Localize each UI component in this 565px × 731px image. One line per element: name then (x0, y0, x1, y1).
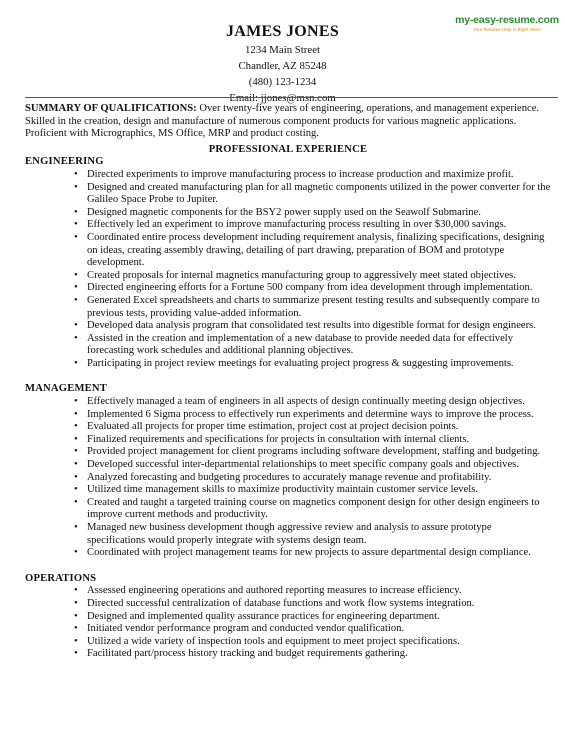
list-item: • Directed successful centralization of database functions and work flow systems integration. (87, 598, 551, 611)
management-list (25, 396, 551, 560)
list-item: • Participating in project review meetings for evaluating project progress & suggesting improvements. (87, 358, 551, 371)
operations-heading: OPERATIONS (25, 572, 97, 584)
candidate-name: JAMES JONES (225, 23, 340, 40)
list-item: • Finalized requirements and specifications for projects in consultation with internal clients. (87, 434, 551, 447)
list-item: • Created and taught a targeted training course on magnetics component design for other design engineers to improve current methods and productivity. (87, 497, 551, 522)
list-item: • Designed and created manufacturing plan for all magnetic components utilized in the power converter for the Galileo Space Probe to Jupiter. (87, 182, 551, 207)
list-item: • Facilitated part/process history tracking and budget requirements gathering. (87, 648, 551, 661)
list-item: • Utilized time management skills to maximize productivity maintain customer service levels. (87, 484, 551, 497)
section-gap (25, 370, 551, 383)
list-item: • Developed successful inter-departmental relationships to meet specific company goals and objectives. (87, 459, 551, 472)
list-item: • Provided project management for client programs including software development, staffing and budgeting. (87, 446, 551, 459)
list-item: • Developed data analysis program that consolidated test results into digestible format for design engineers. (87, 320, 551, 333)
list-item: • Directed experiments to improve manufacturing process to increase production and maximize profit. (87, 169, 551, 182)
email-address: Email: jjones@msn.com (229, 92, 336, 104)
list-item: • Utilized a wide variety of inspection tools and equipment to meet project specifications. (87, 636, 551, 649)
list-item: • Evaluated all projects for proper time estimation, project cost at project decision points. (87, 421, 551, 434)
list-item: • Effectively led an experiment to improve manufacturing process resulting in over $30,000 savings. (87, 219, 551, 232)
list-item: • Assessed engineering operations and authored reporting measures to increase efficiency. (87, 585, 551, 598)
list-item: • Implemented 6 Sigma process to effectively run experiments and determine ways to improve the process. (87, 409, 551, 422)
list-item: • Designed magnetic components for the BSY2 power supply used on the Seawolf Submarine. (87, 207, 551, 220)
list-item: • Initiated vendor performance program and conducted vendor qualification. (87, 623, 551, 636)
logo-tagline: Your Resume Help Is Right Here! (473, 27, 541, 32)
list-item: • Coordinated with project management teams for new projects to assure departmental design compliance. (87, 547, 551, 560)
list-item: • Designed and implemented quality assurance practices for engineering department. (87, 611, 551, 624)
list-item: • Effectively managed a team of engineers in all aspects of design continually meeting design objectives. (87, 396, 551, 409)
address-street: 1234 Main Street (245, 44, 320, 56)
summary-paragraph (25, 103, 551, 141)
engineering-list (25, 169, 551, 371)
list-item: • Assisted in the creation and implementation of a new database to provide needed data for effectively forecasting work schedules and additional planning objectives. (87, 333, 551, 358)
address-city: Chandler, AZ 85248 (238, 60, 327, 72)
resume-body (25, 103, 551, 661)
summary-label: SUMMARY OF QUALIFICATIONS: (25, 103, 197, 114)
list-item: • Analyzed forecasting and budgeting procedures to accurately manage revenue and profitability. (87, 472, 551, 485)
management-heading: MANAGEMENT (25, 383, 108, 395)
operations-list (25, 585, 551, 661)
list-item: • Generated Excel spreadsheets and charts to summarize present testing results and subsequently compare to previous tests, providing value-added information. (87, 295, 551, 320)
section-gap (25, 560, 551, 573)
logo-name: my-easy-resume.com (455, 14, 559, 26)
resume-header (0, 22, 565, 106)
list-item: • Directed engineering efforts for a Fortune 500 company from idea development through implementation. (87, 282, 551, 295)
list-item: • Created proposals for internal magnetics manufacturing group to aggressively meet stated objectives. (87, 270, 551, 283)
list-item: • Coordinated entire process development including requirement analysis, finalizing specifications, designing on ideas, creating assembly drawing, detailing of part drawing, preparation of BOM and prototype development. (87, 232, 551, 270)
header-divider (25, 97, 558, 98)
phone-number: (480) 123-1234 (248, 76, 317, 88)
engineering-heading: ENGINEERING (25, 156, 104, 168)
list-item: • Managed new business development though aggressive review and analysis to assure prototype specifications would properly integrate with systems design team. (87, 522, 551, 547)
summary-text: Over twenty-five years of engineering, operations, and management experience. Skilled in the creation, design and manufacture of numerous component products for various magnetic applications. Proficient with Micrographics, MS Office, MRP and product costing. (25, 103, 540, 140)
experience-title: PROFESSIONAL EXPERIENCE (208, 143, 368, 155)
